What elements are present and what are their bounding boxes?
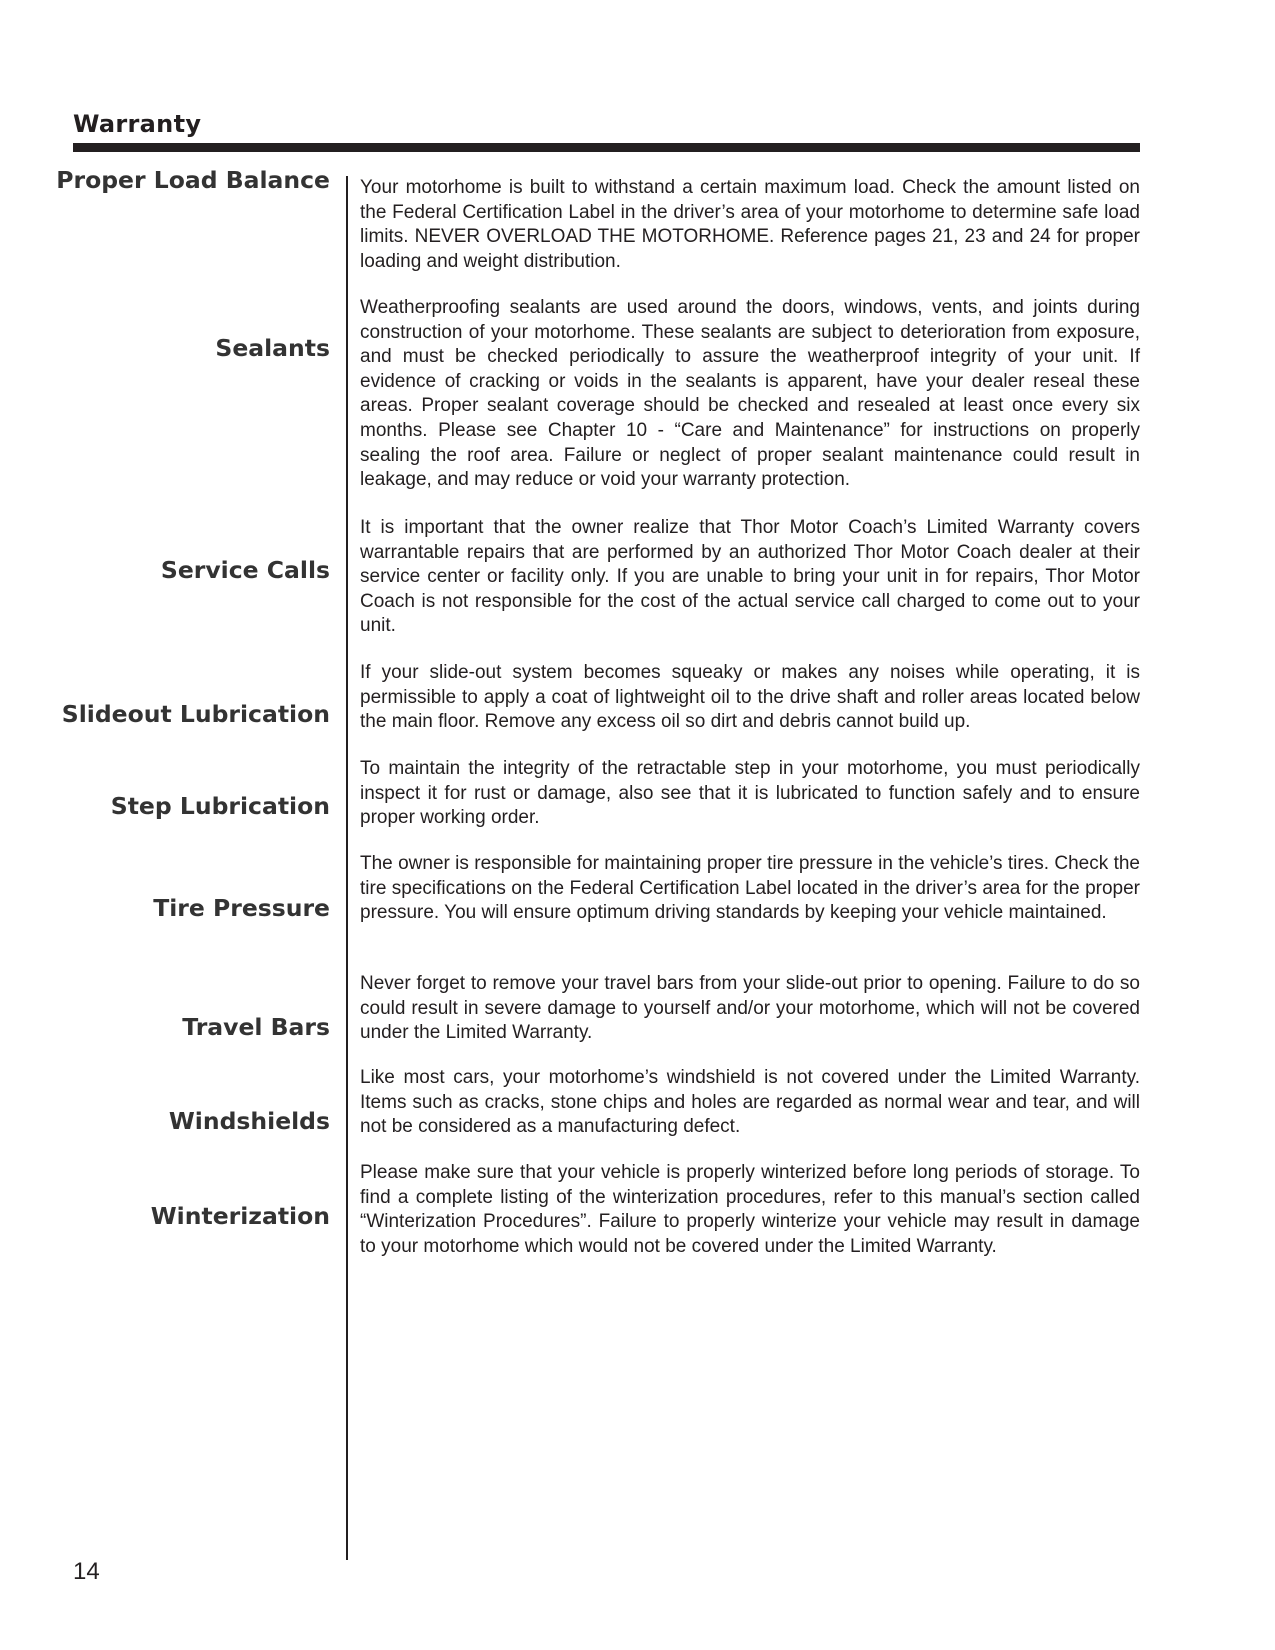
paragraph-proper-load-balance: Your motorhome is built to withstand a certain maximum load. Check the amount listed on the Federal Certification Label in the driver’s area of your motorhome to determine safe load limits. NEVER OVERLOAD THE MOTORHOME. Reference pages 21, 23 and 24 for proper loading and weight distribution. [360, 177, 1140, 272]
topic-heading-tire-pressure: Tire Pressure [153, 894, 330, 922]
topic-heading-proper-load-balance: Proper Load Balance [56, 166, 330, 194]
paragraph-slideout-lubrication: If your slide-out system becomes squeaky or makes any noises while operating, it is permissible to apply a coat of lightweight oil to the drive shaft and roller areas located below the main floor. Remove any excess oil so dirt and debris cannot build up. [360, 662, 1140, 733]
paragraph-travel-bars: Never forget to remove your travel bars from your slide-out prior to opening. Failure to do so could result in severe damage to yourself and/or your motorhome, which will not be covered under the Limited Warranty. [360, 973, 1140, 1044]
topic-heading-winterization: Winterization [150, 1202, 330, 1230]
topic-heading-service-calls: Service Calls [160, 556, 330, 584]
paragraph-tire-pressure: The owner is responsible for maintaining proper tire pressure in the vehicle’s tires. Check the tire specifications on the Federal Certification Label located in the driver’s area for the proper pressure. You will ensure optimum driving standards by keeping your vehicle maintained. [360, 853, 1140, 924]
page-number: 14 [73, 1558, 100, 1585]
paragraph-sealants: Weatherproofing sealants are used around the doors, windows, vents, and joints during construction of your motorhome. These sealants are subject to deterioration from exposure, and must be checked periodically to assure the weatherproof integrity of your unit. If evidence of cracking or voids in the sealants is apparent, have your dealer reseal these areas. Proper sealant coverage should be checked and resealed at least once every six months. Please see Chapter 10 - “Care and Maintenance” for instructions on properly sealing the roof area. Failure or neglect of proper sealant maintenance could result in leakage, and may reduce or void your warranty protection. [360, 297, 1140, 491]
topic-heading-slideout-lubrication: Slideout Lubrication [61, 700, 330, 728]
column-divider [346, 176, 348, 1560]
topic-heading-sealants: Sealants [215, 334, 330, 362]
paragraph-windshields: Like most cars, your motorhome’s windshield is not covered under the Limited Warranty. Items such as cracks, stone chips and holes are regarded as normal wear and tear, and will not be considered as a manufacturing defect. [360, 1067, 1140, 1138]
paragraph-step-lubrication: To maintain the integrity of the retractable step in your motorhome, you must periodically inspect it for rust or damage, also see that it is lubricated to function safely and to ensure proper working order. [360, 758, 1140, 829]
section-title-rule [73, 143, 1140, 152]
topic-heading-windshields: Windshields [168, 1107, 330, 1135]
section-title: Warranty [73, 110, 202, 138]
paragraph-winterization: Please make sure that your vehicle is properly winterized before long periods of storage. To find a complete listing of the winterization procedures, refer to this manual’s section called “Winterization Procedures”. Failure to properly winterize your vehicle may result in damage to your motorhome which would not be covered under the Limited Warranty. [360, 1162, 1140, 1257]
topic-heading-travel-bars: Travel Bars [182, 1013, 330, 1041]
topic-heading-step-lubrication: Step Lubrication [110, 792, 330, 820]
paragraph-service-calls: It is important that the owner realize that Thor Motor Coach’s Limited Warranty covers warrantable repairs that are performed by an authorized Thor Motor Coach dealer at their service center or facility only. If you are unable to bring your unit in for repairs, Thor Motor Coach is not responsible for the cost of the actual service call charged to come out to your unit. [360, 517, 1140, 637]
